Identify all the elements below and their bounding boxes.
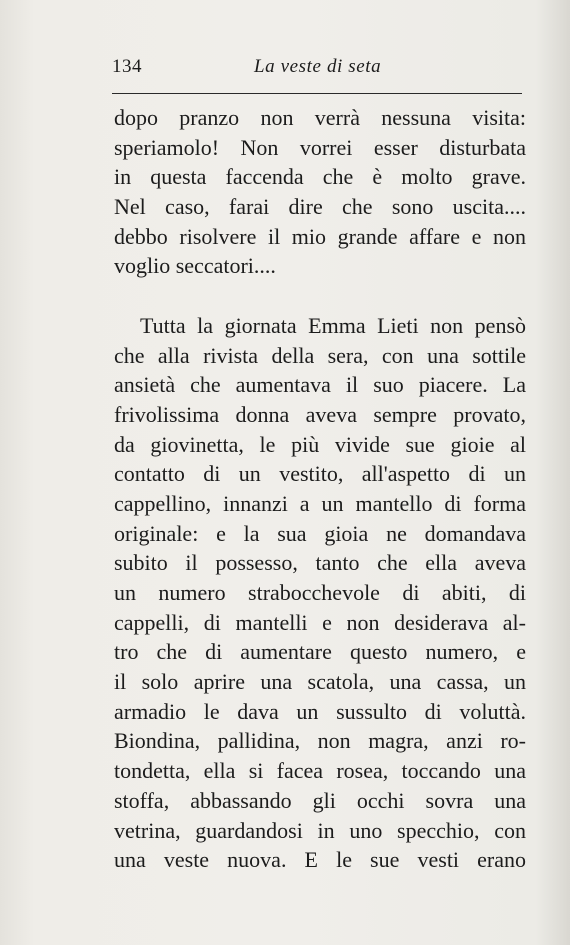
text-line: tondetta, ella si facea rosea, toccando una	[114, 758, 526, 784]
text-line: Nel caso, farai dire che sono uscita....	[114, 194, 526, 220]
text-line: il solo aprire una scatola, una cassa, un	[114, 669, 526, 695]
text-line: dopo pranzo non verrà nessuna visita:	[114, 105, 526, 130]
text-line: che alla rivista della sera, con una sottile	[114, 342, 526, 368]
text-line: voglio seccatori....	[114, 253, 276, 279]
text-line: da giovinetta, le più vivide sue gioie al	[114, 431, 526, 457]
text-line: Tutta la giornata Emma Lieti non pensò	[140, 312, 526, 338]
paragraph-gap	[114, 281, 526, 311]
text-line: cappelli, di mantelli e non desiderava al-	[114, 609, 526, 635]
text-line: tro che di aumentare questo numero, e	[114, 639, 526, 665]
text-line: cappellino, innanzi a un mantello di forma	[114, 490, 526, 516]
header-rule	[112, 93, 522, 94]
page-number: 134	[112, 56, 142, 77]
text-line: speriamolo! Non vorrei esser disturbata	[114, 134, 526, 160]
text-line: ansietà che aumentava il suo piacere. La	[114, 372, 526, 398]
text-line: contatto di un vestito, all'aspetto di un	[114, 461, 526, 487]
text-line: Biondina, pallidina, non magra, anzi ro-	[114, 728, 526, 754]
page-header	[112, 56, 522, 82]
text-line: frivolissima donna aveva sempre provato,	[114, 401, 526, 427]
text-line: in questa faccenda che è molto grave.	[114, 164, 526, 190]
text-line: subito il possesso, tanto che ella aveva	[114, 550, 526, 576]
text-line: vetrina, guardandosi in uno specchio, con	[114, 817, 526, 843]
text-line: debbo risolvere il mio grande affare e non	[114, 223, 526, 249]
text-line: una veste nuova. E le sue vesti erano	[114, 847, 526, 873]
body-text	[114, 103, 526, 875]
text-line: originale: e la sua gioia ne domandava	[114, 520, 526, 546]
text-line: un numero strabocchevole di abiti, di	[114, 580, 526, 605]
running-title: La veste di seta	[254, 56, 382, 77]
text-line: armadio le dava un sussulto di voluttà.	[114, 698, 526, 724]
text-line: stoffa, abbassando gli occhi sovra una	[114, 787, 526, 813]
